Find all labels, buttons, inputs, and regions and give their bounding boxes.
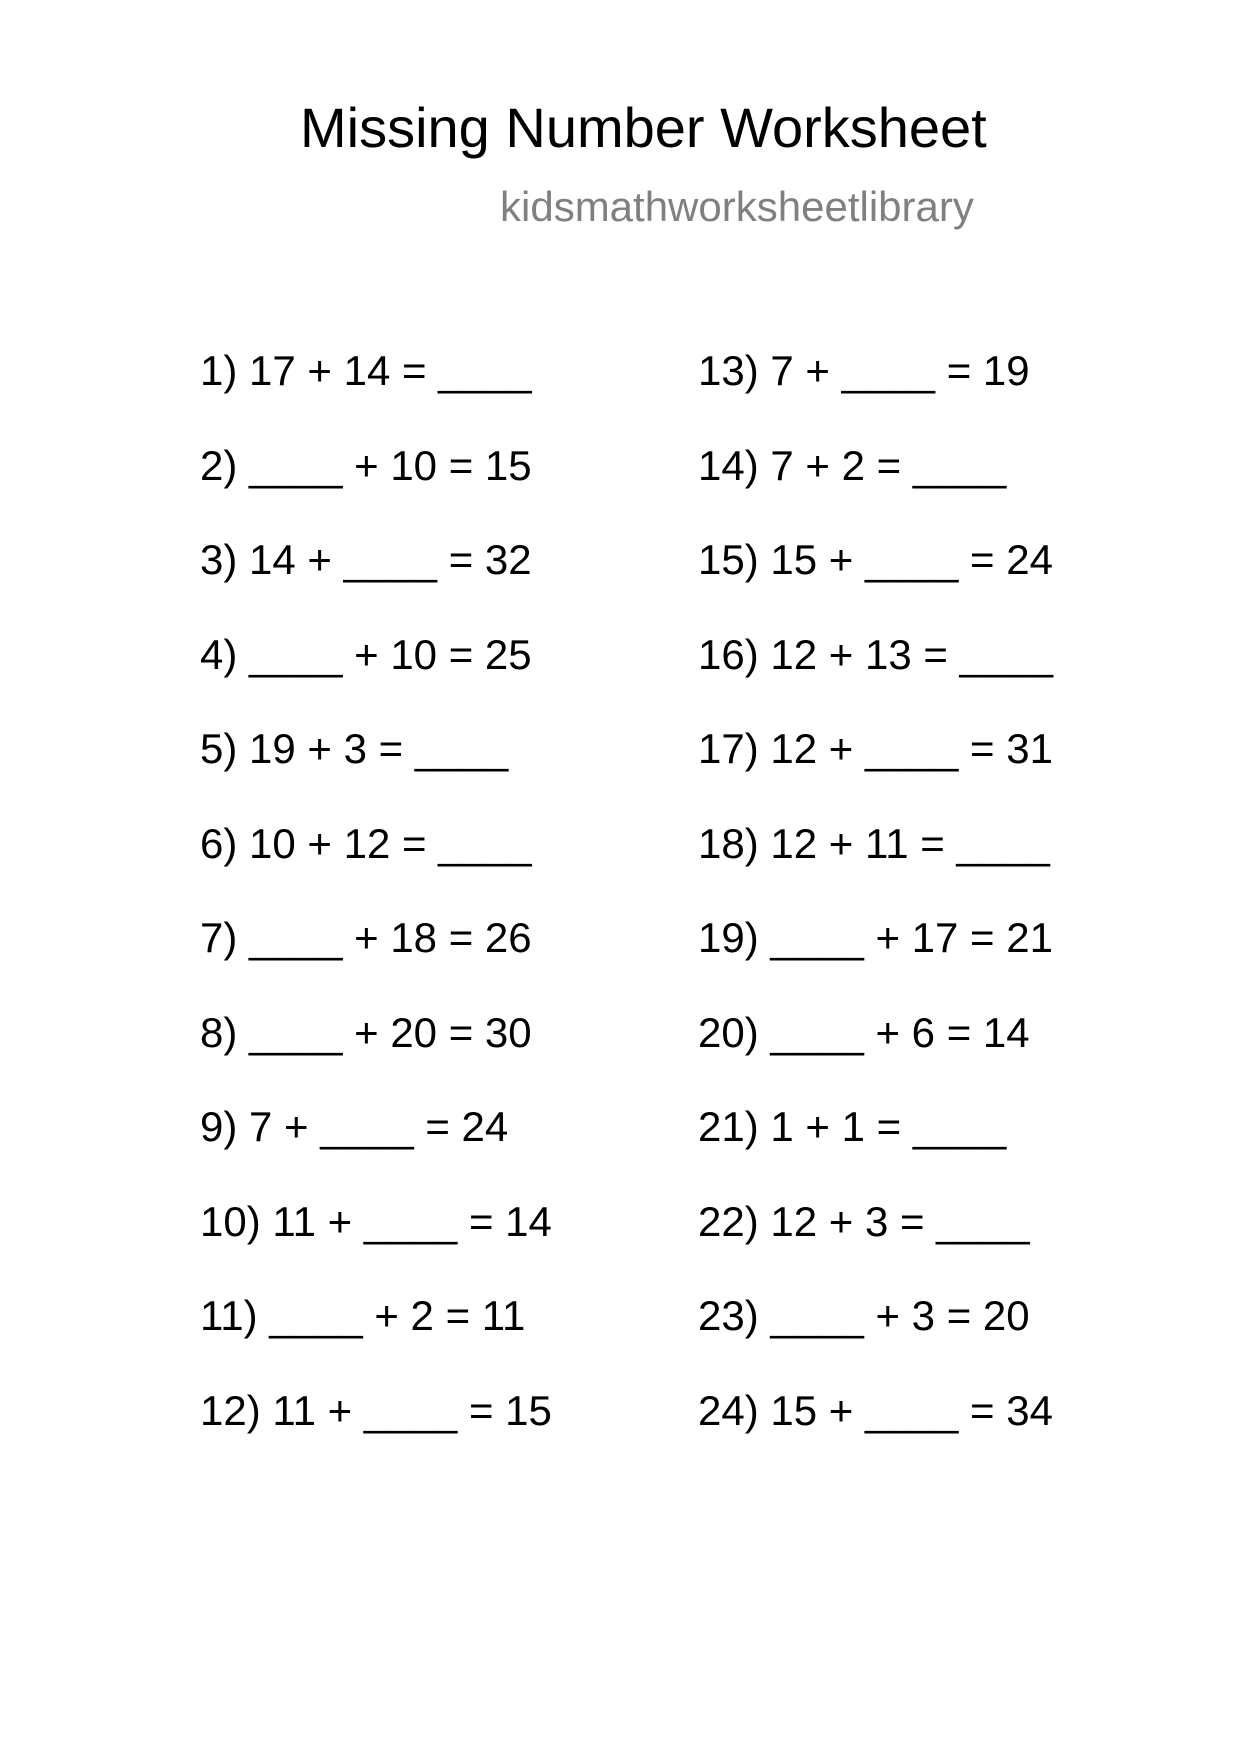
problem-2: 2) ____ + 10 = 15 [200,441,532,489]
problem-11: 11) ____ + 2 = 11 [200,1292,526,1339]
problem-17: 17) 12 + ____ = 31 [698,725,1053,772]
problems-column-left [200,347,552,1484]
problem-5: 5) 19 + 3 = ____ [200,725,509,772]
problem-12: 12) 11 + ____ = 15 [200,1386,552,1434]
problem-10: 10) 11 + ____ = 14 [200,1197,552,1245]
problem-24: 24) 15 + ____ = 34 [698,1386,1053,1434]
problem-22: 22) 12 + 3 = ____ [698,1197,1030,1245]
problem-3: 3) 14 + ____ = 32 [200,536,532,583]
problem-9: 9) 7 + ____ = 24 [200,1103,509,1150]
problem-15: 15) 15 + ____ = 24 [698,536,1053,583]
problem-16: 16) 12 + 13 = ____ [698,630,1053,678]
problem-19: 19) ____ + 17 = 21 [698,914,1053,961]
problem-21: 21) 1 + 1 = ____ [698,1103,1007,1150]
problem-4: 4) ____ + 10 = 25 [200,630,532,678]
problem-20: 20) ____ + 6 = 14 [698,1008,1030,1056]
problem-1: 1) 17 + 14 = ____ [200,347,532,394]
problem-6: 6) 10 + 12 = ____ [200,819,532,867]
problem-23: 23) ____ + 3 = 20 [698,1292,1030,1339]
problem-8: 8) ____ + 20 = 30 [200,1008,532,1056]
problem-18: 18) 12 + 11 = ____ [698,819,1050,867]
problem-14: 14) 7 + 2 = ____ [698,441,1007,489]
problems-column-right [698,347,1053,1484]
problem-7: 7) ____ + 18 = 26 [200,914,532,961]
worksheet-source: kidsmathworksheetlibrary [500,183,974,230]
problem-13: 13) 7 + ____ = 19 [698,347,1030,394]
worksheet-title: Missing Number Worksheet [300,96,987,159]
